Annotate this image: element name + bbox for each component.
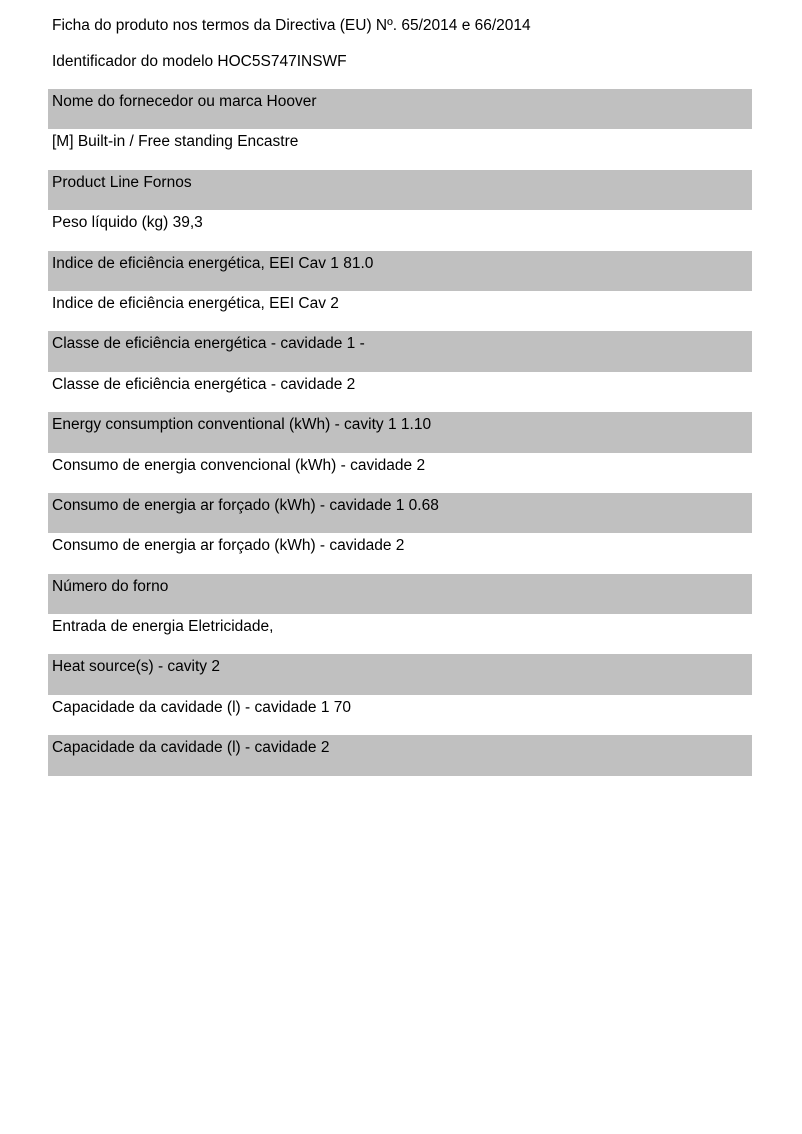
table-row: Consumo de energia ar forçado (kWh) - cavidade 1 0.68 (48, 493, 752, 533)
document-title: Ficha do produto nos termos da Directiva (EU) Nº. 65/2014 e 66/2014 (52, 17, 531, 34)
table-row: Product Line Fornos (48, 170, 752, 210)
model-identifier: Identificador do modelo HOC5S747INSWF (52, 53, 347, 70)
table-row: Classe de eficiência energética - cavidade 2 (52, 375, 356, 393)
table-row: Consumo de energia convencional (kWh) - cavidade 2 (52, 456, 426, 474)
table-row: Classe de eficiência energética - cavidade 1 - (48, 331, 752, 371)
table-row: Entrada de energia Eletricidade, (52, 618, 274, 636)
table-row: Peso líquido (kg) 39,3 (52, 214, 203, 232)
product-data-table (48, 89, 752, 776)
table-row: Indice de eficiência energética, EEI Cav 1 81.0 (48, 251, 752, 291)
table-row: Indice de eficiência energética, EEI Cav 2 (52, 294, 339, 312)
product-fiche (48, 8, 752, 757)
table-row: [M] Built-in / Free standing Encastre (52, 133, 299, 151)
table-row: Nome do fornecedor ou marca Hoover (48, 89, 752, 129)
table-row: Energy consumption conventional (kWh) - cavity 1 1.10 (48, 412, 752, 452)
table-row: Heat source(s) - cavity 2 (48, 654, 752, 694)
table-row: Capacidade da cavidade (l) - cavidade 1 70 (52, 698, 351, 716)
table-row: Capacidade da cavidade (l) - cavidade 2 (48, 735, 752, 775)
table-row: Consumo de energia ar forçado (kWh) - cavidade 2 (52, 537, 405, 555)
table-row: Número do forno (48, 574, 752, 614)
